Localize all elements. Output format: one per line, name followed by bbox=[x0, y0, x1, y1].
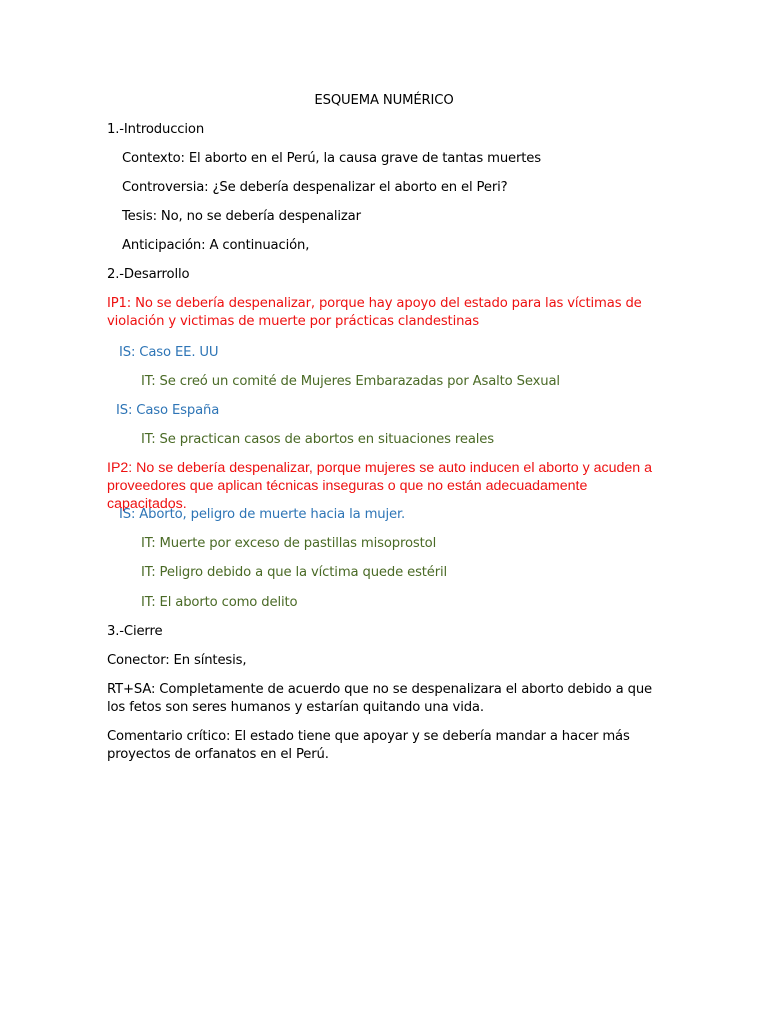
section-heading-cierre: 3.-Cierre bbox=[107, 624, 163, 639]
section-heading-introduccion: 1.-Introduccion bbox=[107, 122, 205, 137]
intro-controversia: Controversia: ¿Se debería despenalizar el aborto en el Peri? bbox=[122, 180, 508, 195]
ip2-it-esteril: IT: Peligro debido a que la víctima quede estéril bbox=[141, 565, 448, 580]
ip1-is-caso-eeuu: IS: Caso EE. UU bbox=[119, 345, 219, 360]
ip2-it-delito: IT: El aborto como delito bbox=[141, 595, 298, 610]
cierre-comentario-critico: Comentario crítico: El estado tiene que apoyar y se debería mandar a hacer más proyectos de orfanatos en el Perú. bbox=[107, 729, 630, 762]
ip2-it-pastillas: IT: Muerte por exceso de pastillas misoprostol bbox=[141, 536, 437, 551]
ip1-it-casos-abortos: IT: Se practican casos de abortos en situaciones reales bbox=[141, 432, 494, 447]
ip1-is-caso-espana: IS: Caso España bbox=[116, 403, 220, 418]
intro-contexto: Contexto: El aborto en el Perú, la causa grave de tantas muertes bbox=[122, 151, 541, 166]
document-title: ESQUEMA NUMÉRICO bbox=[314, 93, 454, 108]
cierre-conector: Conector: En síntesis, bbox=[107, 653, 247, 668]
ip2-paragraph: IP2: No se debería despenalizar, porque mujeres se auto inducen el aborto y acuden a proveedores que aplican técnicas inseguras o que no están adecuadamente capacitados. bbox=[107, 460, 652, 512]
intro-tesis: Tesis: No, no se debería despenalizar bbox=[122, 209, 361, 224]
cierre-rt-sa: RT+SA: Completamente de acuerdo que no se despenalizara el aborto debido a que los fetos son seres humanos y estarían quitando una vida. bbox=[107, 682, 653, 715]
ip1-paragraph: IP1: No se debería despenalizar, porque hay apoyo del estado para las víctimas de violación y victimas de muerte por prácticas clandestinas bbox=[107, 296, 642, 329]
ip2-is-aborto-peligro: IS: Aborto, peligro de muerte hacia la mujer. bbox=[119, 507, 406, 522]
section-heading-desarrollo: 2.-Desarrollo bbox=[107, 267, 190, 282]
ip1-it-comite: IT: Se creó un comité de Mujeres Embarazadas por Asalto Sexual bbox=[141, 374, 560, 389]
intro-anticipacion: Anticipación: A continuación, bbox=[122, 238, 310, 253]
